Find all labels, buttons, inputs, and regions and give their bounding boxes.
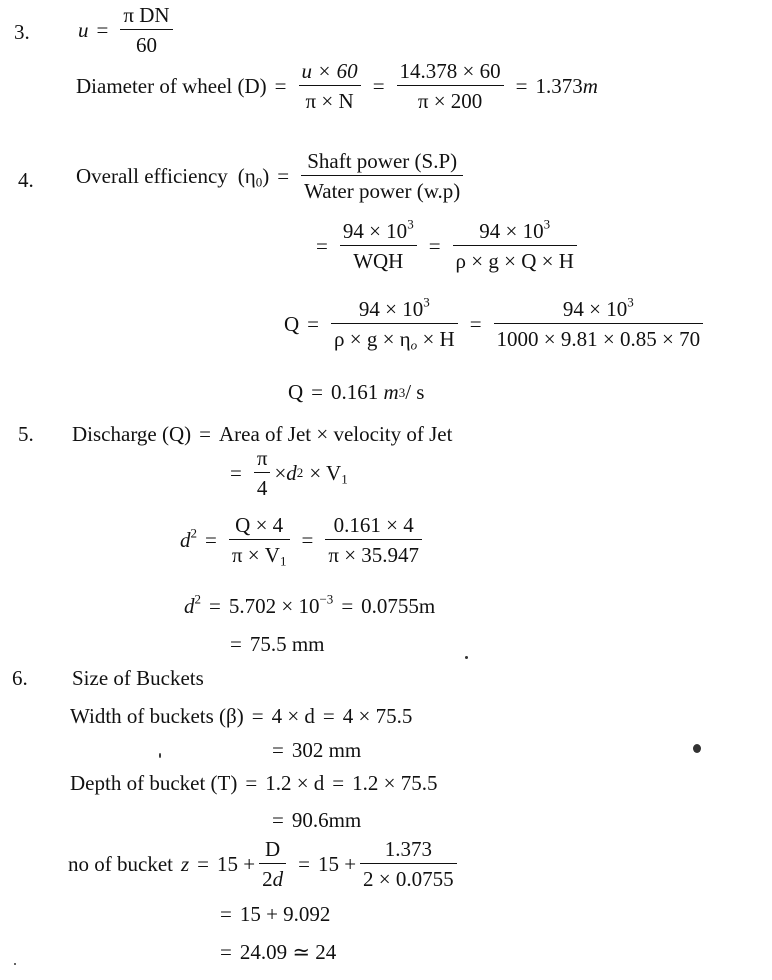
step-5-d-squared-formula: $d^2$ = $\frac{Q \times 4}{\pi \times V_1}$ = $\frac{0.161 \times 4}{\pi \times 35.947}$	[180, 514, 426, 566]
step-4-efficiency-line: Overall efficiency $(\eta_0)$ = $\frac{\text{Shaft power (S.P)}}{\text{Water power (w.p)}}$	[76, 150, 467, 202]
area-velocity-expr: Area of Jet × velocity of Jet	[219, 422, 453, 446]
depth-of-bucket-line: Depth of bucket (T) = 1.2 × d = 1.2 × 75.5	[70, 771, 438, 795]
step-3-number: 3.	[14, 20, 30, 44]
step-5-discharge-line: Discharge (Q) = Area of Jet × velocity of Jet	[72, 422, 453, 446]
step-3-speed-formula: u = $\frac{\text{π DN}}{60}$	[78, 4, 177, 56]
fraction-14378x60-pix200: $\frac{14.378 \times 60}{\pi \times 200}$	[397, 60, 504, 112]
fraction-u60-piN: $\frac{u \times 60}{\pi \times N}$	[299, 60, 361, 112]
fraction-pi-4: $\frac{\pi}{4}$	[254, 447, 271, 499]
step-5-number: 5.	[18, 422, 34, 446]
step-6-number: 6.	[12, 666, 28, 690]
step-6-heading: Size of Buckets	[72, 666, 204, 690]
discharge-label: Discharge (Q)	[72, 422, 192, 446]
width-result: = 302 mm	[272, 738, 362, 762]
diameter-label: Diameter of wheel (D)	[76, 73, 267, 98]
efficiency-label: Overall efficiency	[76, 163, 228, 188]
step-5-diameter-mm: = 75.5 mm	[230, 632, 325, 656]
fraction-D-2d: $\frac{D}{2d}$	[259, 838, 286, 890]
fraction-94e3-rhogetaH: $\frac{94 \times 10^3}{\rho \times g \times \eta_o \times H}$	[331, 298, 458, 350]
buckets-result-2: = 24.09 ≃ 24	[220, 940, 337, 964]
step-5-d-squared-result: $d^2$ = $5.702 \times 10^{-3}$ = 0.0755m	[184, 591, 436, 618]
buckets-result-1: = 15 + 9.092	[220, 902, 331, 926]
fraction-94e3-WQH: $\frac{94 \times 10^3}{\text{WQH}}$	[340, 220, 417, 272]
depth-result: = 90.6mm	[272, 808, 362, 832]
step-4-power-line: = $\frac{94 \times 10^3}{\text{WQH}}$ = $\frac{94 \times 10^3}{\rho \times g \times Q \times H}$	[308, 220, 581, 272]
diameter-result: 1.373m	[535, 73, 598, 98]
Q-symbol: Q	[284, 311, 300, 336]
u-symbol: u	[78, 17, 89, 42]
step-5-area-formula: = $\frac{\pi}{4}$ × d 2 × $V_1$	[230, 446, 348, 501]
width-of-buckets-line: Width of buckets (β) = 4 × d = 4 × 75.5	[70, 704, 413, 728]
scan-speck	[159, 753, 161, 758]
step-3-diameter-line: Diameter of wheel (D) = $\frac{u \times 60}{\pi \times N}$ = $\frac{14.378 \times 60}{\pi \times 200}$ = 1.373m	[76, 59, 598, 114]
step-4-discharge-result: Q = 0.161 m 3 / s	[288, 380, 425, 404]
fraction-94e3-numeric: $\frac{94 \times 10^3}{1000 \times 9.81 \times 0.85 \times 70}$	[494, 298, 704, 350]
fraction-Q4-piV1: $\frac{Q \times 4}{\pi \times V_1}$	[229, 514, 290, 566]
scan-speck	[14, 963, 16, 965]
eta0-symbol: $(\eta_0)$	[237, 163, 270, 189]
number-of-buckets-line: no of bucket z = 15 + $\frac{D}{2d}$ = 15 + $\frac{1.373}{2 \times 0.0755}$	[68, 838, 461, 890]
fraction-0161x4-pix35947: $\frac{0.161 \times 4}{\pi \times 35.947}$	[325, 514, 422, 566]
fraction-pi-dn-60: $\frac{\text{π DN}}{60}$	[120, 4, 172, 56]
step-4-number: 4.	[18, 168, 34, 192]
fraction-shaft-water-power: $\frac{\text{Shaft power (S.P)}}{\text{Water power (w.p)}}$	[301, 150, 463, 202]
scan-speck	[465, 656, 468, 659]
fraction-1373-2x00755: $\frac{1.373}{2 \times 0.0755}$	[360, 838, 457, 890]
scan-speck	[693, 744, 701, 753]
step-4-discharge-line: Q = $\frac{94 \times 10^3}{\rho \times g \times \eta_o \times H}$ = $\frac{94 \times 10^3}{1000 \times 9.81 \times 0.85 \times 70}$	[284, 298, 707, 350]
fraction-94e3-rhogQH: $\frac{94 \times 10^3}{\rho \times g \times Q \times H}$	[453, 220, 577, 272]
